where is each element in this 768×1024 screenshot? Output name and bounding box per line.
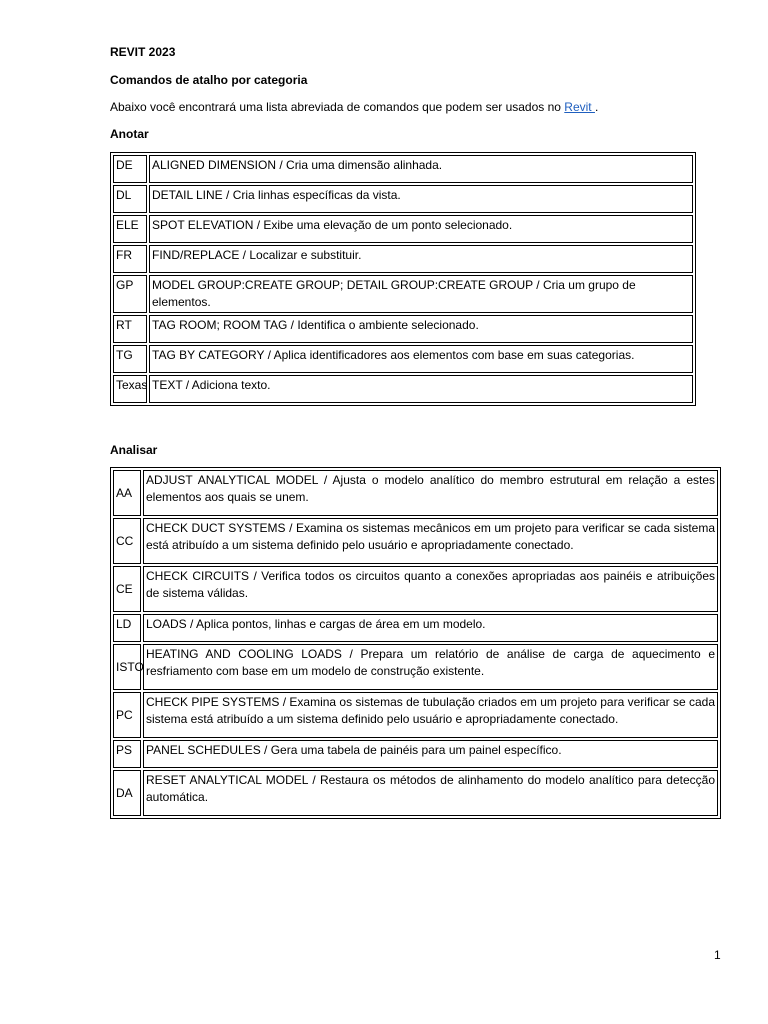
command-description: DETAIL LINE / Cria linhas específicas da vista. <box>149 185 693 213</box>
table-row <box>113 770 718 816</box>
table-row <box>113 315 693 343</box>
table-row <box>113 375 693 403</box>
section-heading-anotar: Anotar <box>110 127 149 141</box>
command-description: TAG ROOM; ROOM TAG / Identifica o ambiente selecionado. <box>149 315 693 343</box>
page-number: 1 <box>714 948 721 962</box>
command-description: LOADS / Aplica pontos, linhas e cargas de área em um modelo. <box>143 614 718 642</box>
command-code: CE <box>113 566 141 612</box>
command-description: TEXT / Adiciona texto. <box>149 375 693 403</box>
anotar-table <box>110 152 696 406</box>
revit-link[interactable]: Revit <box>564 100 595 114</box>
command-code: AA <box>113 470 141 516</box>
command-code: DL <box>113 185 147 213</box>
table-row <box>113 518 718 564</box>
command-code: PS <box>113 740 141 768</box>
command-code: DA <box>113 770 141 816</box>
command-description: MODEL GROUP:CREATE GROUP; DETAIL GROUP:CREATE GROUP / Cria um grupo de elementos. <box>149 275 693 313</box>
command-description: SPOT ELEVATION / Exibe uma elevação de um ponto selecionado. <box>149 215 693 243</box>
table-row <box>113 692 718 738</box>
table-row <box>113 740 718 768</box>
intro-paragraph <box>110 99 598 115</box>
table-row <box>113 185 693 213</box>
command-code: Texas <box>113 375 147 403</box>
table-row <box>113 155 693 183</box>
command-code: FR <box>113 245 147 273</box>
command-description: PANEL SCHEDULES / Gera uma tabela de painéis para um painel específico. <box>143 740 718 768</box>
table-row <box>113 644 718 690</box>
command-description: TAG BY CATEGORY / Aplica identificadores aos elementos com base em suas categorias. <box>149 345 693 373</box>
intro-period: . <box>594 100 599 114</box>
command-code: ELE <box>113 215 147 243</box>
command-description: FIND/REPLACE / Localizar e substituir. <box>149 245 693 273</box>
command-description: ADJUST ANALYTICAL MODEL / Ajusta o modelo analítico do membro estrutural em relação a estes elementos aos quais se unem. <box>143 470 718 516</box>
table-row <box>113 470 718 516</box>
command-code: CC <box>113 518 141 564</box>
command-description: CHECK DUCT SYSTEMS / Examina os sistemas mecânicos em um projeto para verificar se cada sistema está atribuído a um sistema definido pelo usuário e apropriadamente conectado. <box>143 518 718 564</box>
command-code: GP <box>113 275 147 313</box>
intro-text: Abaixo você encontrará uma lista abreviada de comandos que podem ser usados no <box>110 100 565 114</box>
command-code: PC <box>113 692 141 738</box>
table-row <box>113 215 693 243</box>
doc-subtitle: Comandos de atalho por categoria <box>110 73 308 87</box>
command-code: DE <box>113 155 147 183</box>
command-description: RESET ANALYTICAL MODEL / Restaura os métodos de alinhamento do modelo analítico para detecção automática. <box>143 770 718 816</box>
table-row <box>113 614 718 642</box>
table-row <box>113 345 693 373</box>
section-heading-analisar: Analisar <box>110 443 158 457</box>
table-row <box>113 245 693 273</box>
command-description: CHECK CIRCUITS / Verifica todos os circuitos quanto a conexões apropriadas aos painéis e atribuições de sistema válidas. <box>143 566 718 612</box>
command-code: LD <box>113 614 141 642</box>
command-description: ALIGNED DIMENSION / Cria uma dimensão alinhada. <box>149 155 693 183</box>
doc-title: REVIT 2023 <box>110 45 176 59</box>
table-row <box>113 275 693 313</box>
command-description: CHECK PIPE SYSTEMS / Examina os sistemas de tubulação criados em um projeto para verificar se cada sistema está atribuído a um sistema definido pelo usuário e apropriadamente conectado. <box>143 692 718 738</box>
table-row <box>113 566 718 612</box>
command-code: TG <box>113 345 147 373</box>
command-code: ISTO <box>113 644 141 690</box>
command-description: HEATING AND COOLING LOADS / Prepara um relatório de análise de carga de aquecimento e resfriamento com base em um modelo de construção existente. <box>143 644 718 690</box>
command-code: RT <box>113 315 147 343</box>
analisar-table <box>110 467 721 819</box>
